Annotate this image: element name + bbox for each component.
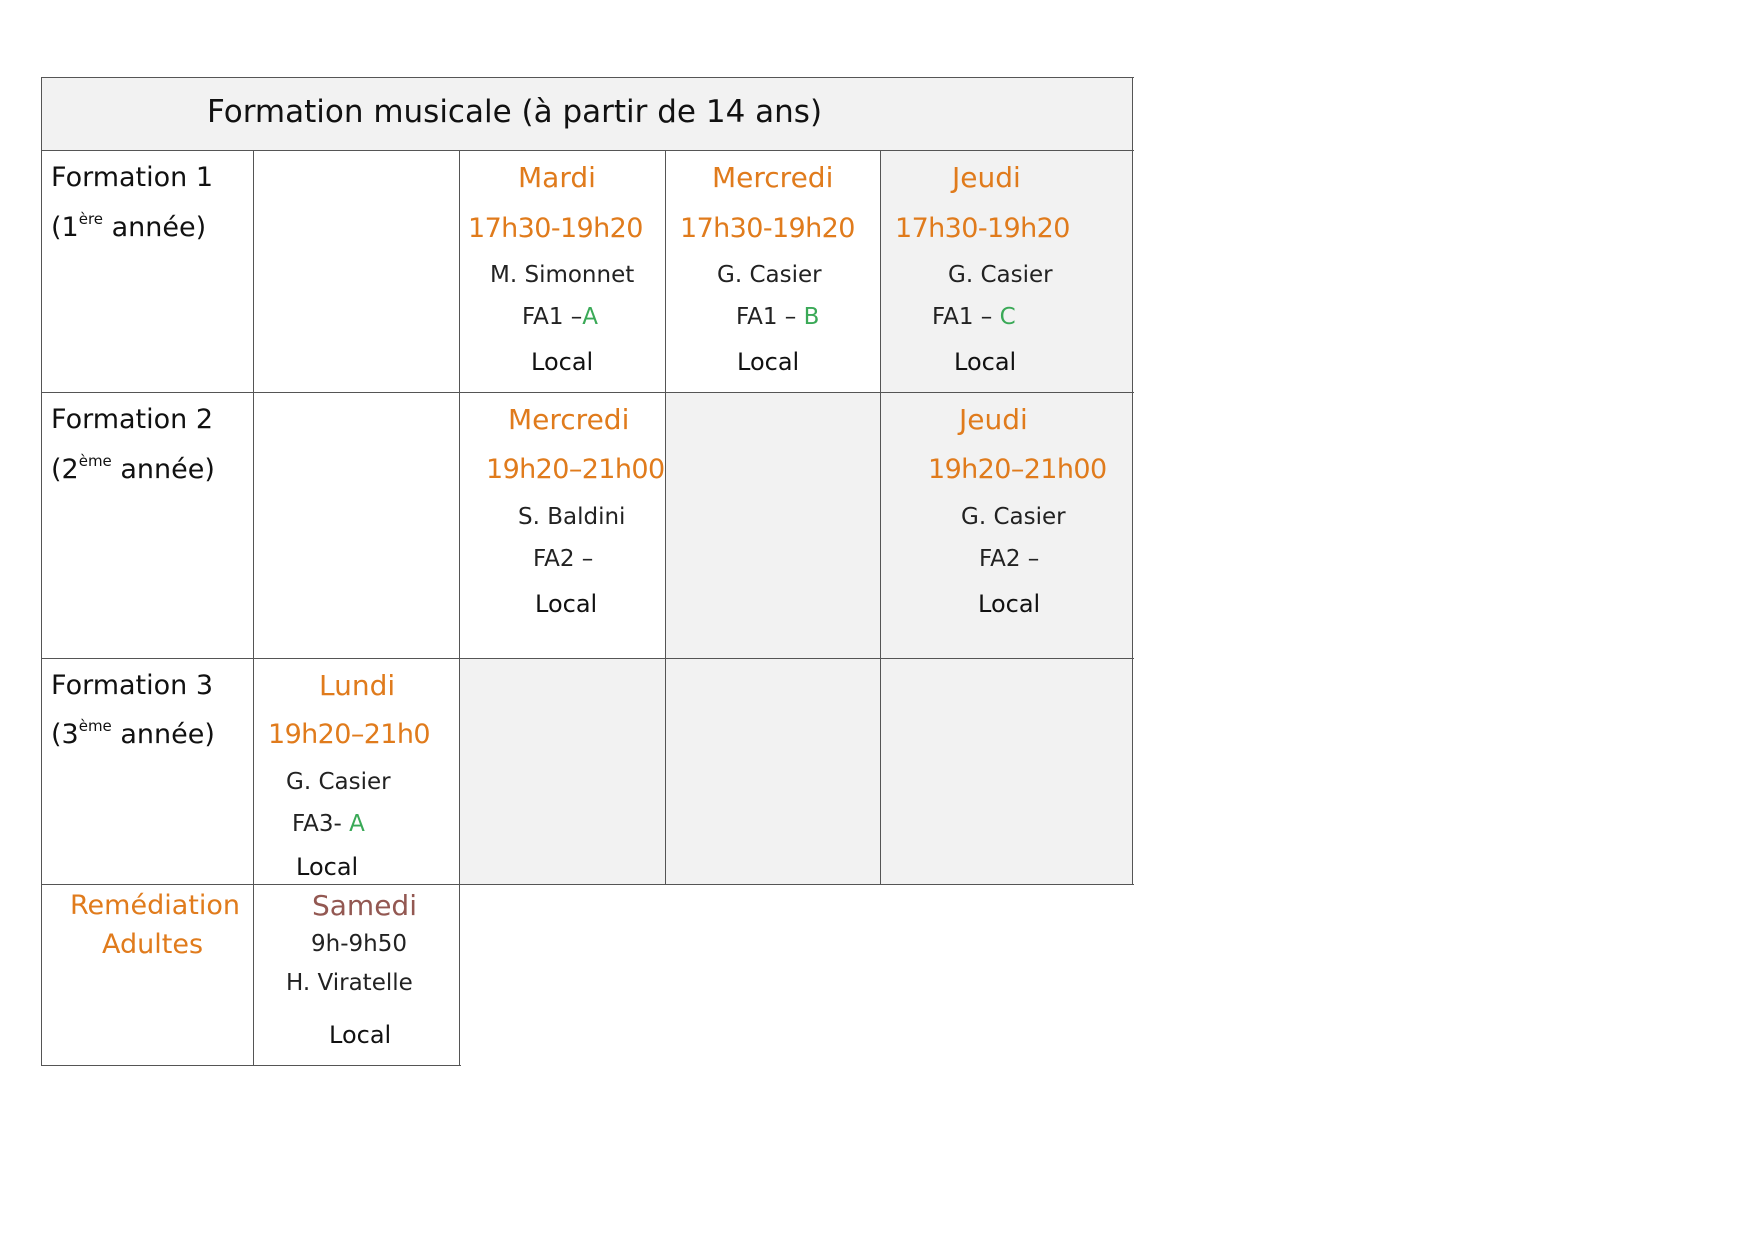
slot-room: Local xyxy=(329,1021,392,1049)
table-border xyxy=(41,1065,461,1066)
slot-teacher: G. Casier xyxy=(717,262,822,288)
slot-time: 19h20–21h00 xyxy=(486,454,665,485)
slot-day: Mercredi xyxy=(508,403,630,436)
table-border xyxy=(41,150,1134,151)
row-header-formation-2: Formation 2 xyxy=(51,404,214,435)
slot-group: FA1 – B xyxy=(736,304,820,330)
cell-shade xyxy=(460,658,1133,885)
slot-room: Local xyxy=(531,348,594,376)
slot-day: Jeudi xyxy=(959,403,1028,436)
slot-room: Local xyxy=(535,590,598,618)
slot-group: FA2 – xyxy=(533,546,594,572)
slot-day: Mardi xyxy=(518,161,596,194)
row-header-adultes: Adultes xyxy=(102,929,204,960)
slot-time: 9h-9h50 xyxy=(311,931,407,957)
slot-day: Lundi xyxy=(319,669,396,702)
slot-teacher: G. Casier xyxy=(286,769,391,795)
row-subheader-formation-2: (2ème année) xyxy=(51,452,215,485)
page-title: Formation musicale (à partir de 14 ans) xyxy=(207,94,823,130)
row-header-remediation: Remédiation xyxy=(70,890,240,921)
row-subheader-formation-3: (3ème année) xyxy=(51,717,215,750)
slot-time: 17h30-19h20 xyxy=(680,213,855,244)
slot-group: FA3- A xyxy=(292,811,365,837)
slot-room: Local xyxy=(954,348,1017,376)
table-border xyxy=(880,150,881,885)
slot-group: FA1 –A xyxy=(522,304,599,330)
slot-time: 17h30-19h20 xyxy=(895,213,1070,244)
slot-time: 19h20–21h0 xyxy=(268,719,430,750)
table-border xyxy=(41,658,1134,659)
slot-teacher: G. Casier xyxy=(948,262,1053,288)
slot-time: 17h30-19h20 xyxy=(468,213,643,244)
table-border xyxy=(665,150,666,885)
slot-room: Local xyxy=(737,348,800,376)
slot-teacher: G. Casier xyxy=(961,504,1066,530)
table-border xyxy=(41,884,1134,885)
slot-group: FA1 – C xyxy=(932,304,1016,330)
slot-day: Samedi xyxy=(312,889,417,922)
table-border xyxy=(253,150,254,1066)
slot-teacher: H. Viratelle xyxy=(286,970,413,996)
row-header-formation-3: Formation 3 xyxy=(51,670,214,701)
slot-time: 19h20–21h00 xyxy=(928,454,1107,485)
row-header-formation-1: Formation 1 xyxy=(51,162,214,193)
slot-teacher: M. Simonnet xyxy=(490,262,635,288)
table-border xyxy=(41,77,1134,78)
slot-day: Jeudi xyxy=(952,161,1021,194)
table-border xyxy=(459,150,460,1066)
table-border xyxy=(1132,77,1133,885)
table-border xyxy=(41,392,1134,393)
slot-teacher: S. Baldini xyxy=(518,504,626,530)
slot-group: FA2 – xyxy=(979,546,1040,572)
slot-room: Local xyxy=(978,590,1041,618)
slot-day: Mercredi xyxy=(712,161,834,194)
table-border xyxy=(41,77,42,1066)
slot-room: Local xyxy=(296,853,359,881)
row-subheader-formation-1: (1ère année) xyxy=(51,210,207,243)
